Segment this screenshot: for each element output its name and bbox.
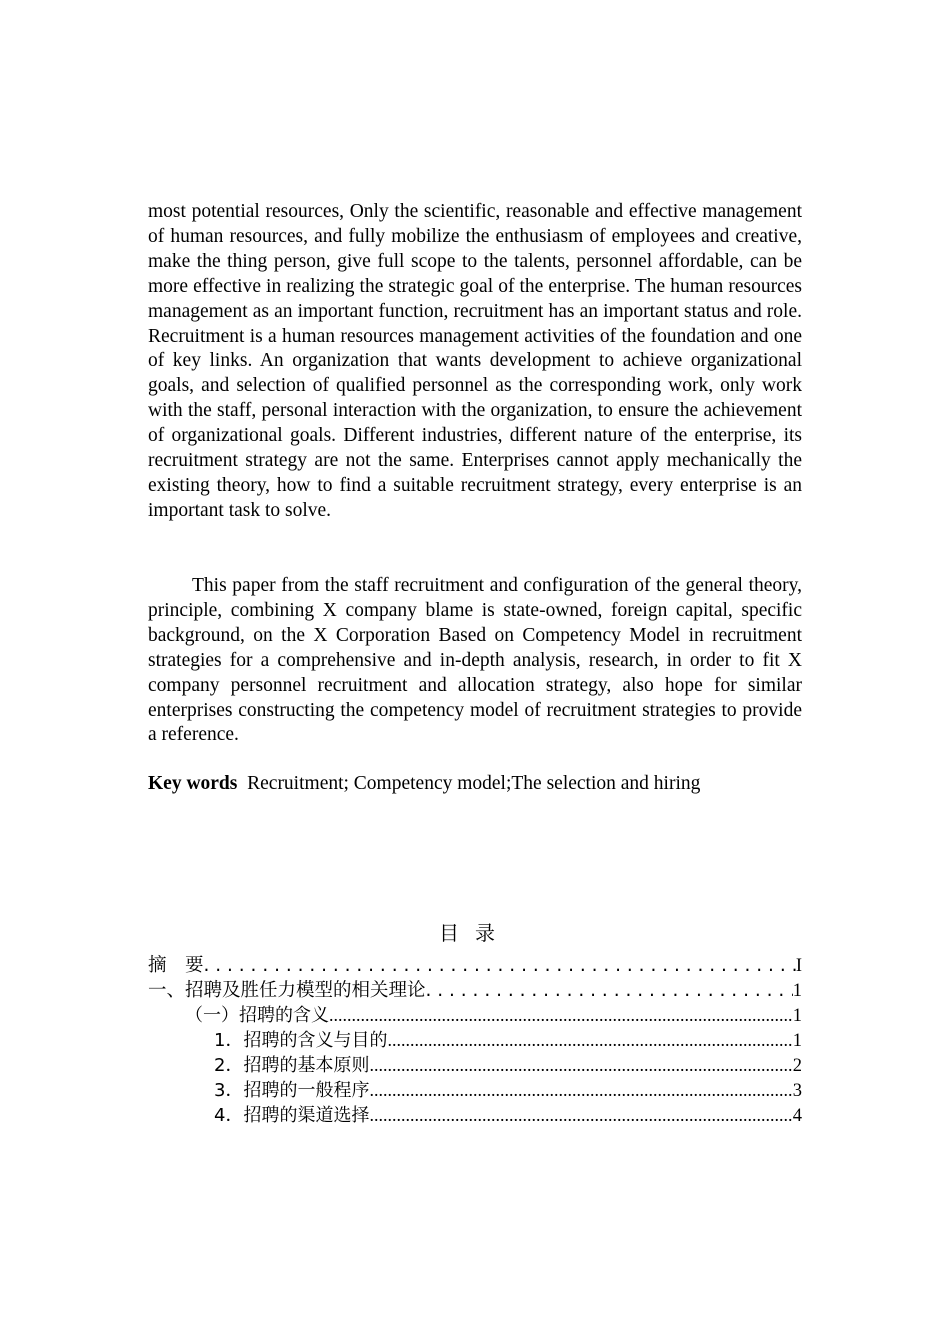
toc-leader-dots [329, 1003, 793, 1028]
toc-entry-page: 3 [792, 1081, 802, 1101]
toc-leader-dots [369, 1078, 792, 1103]
toc-entry-label: 4．招聘的渠道选择 [214, 1105, 370, 1126]
toc-entry-page: 2 [792, 1056, 802, 1076]
toc-title: 目录 [439, 921, 511, 945]
keywords-text: Recruitment; Competency model;The selection and hiring [247, 773, 701, 794]
toc-leader-dots [369, 1103, 792, 1128]
toc-leader-dots [204, 953, 796, 978]
toc-entry-subsection-3[interactable] [214, 1078, 802, 1103]
toc-entry-page: 4 [792, 1106, 802, 1126]
toc-entry-label: （一）招聘的含义 [185, 1005, 329, 1026]
toc-entry-label: 3．招聘的一般程序 [214, 1080, 370, 1101]
toc-entry-section-1[interactable] [185, 1003, 802, 1028]
keywords-line [148, 772, 848, 797]
toc-entry-label: 一、招聘及胜任力模型的相关理论 [148, 980, 426, 1001]
toc-entry-page: 1 [792, 1006, 802, 1026]
toc-entry-page: 1 [792, 1031, 802, 1051]
toc-entry-label: 1．招聘的含义与目的 [214, 1030, 388, 1051]
toc-entry-subsection-1[interactable] [214, 1028, 802, 1053]
abstract-paragraph-2: This paper from the staff recruitment and configuration of the general theory, principle, combining X company blame is state-owned, foreign capital, specific background, on the X Corporation Based on Competency Model in recruitment strategies for a comprehensive and in-depth analysis, research, in order to fit X company personnel recruitment and allocation strategy, also hope for similar enterprises constructing the competency model of recruitment strategies to provide a reference. [148, 575, 802, 746]
toc-entry-abstract[interactable] [148, 953, 802, 978]
toc-entry-page: 1 [792, 981, 802, 1001]
toc-entry-label: 摘 要 [148, 955, 204, 976]
keywords-label: Key words [148, 773, 238, 794]
toc-entry-subsection-2[interactable] [214, 1053, 802, 1078]
toc-entry-chapter-1[interactable] [148, 978, 802, 1003]
toc-leader-dots [369, 1053, 792, 1078]
toc-leader-dots [426, 978, 793, 1003]
toc-entry-label: 2．招聘的基本原则 [214, 1055, 370, 1076]
abstract-paragraph-continued: most potential resources, Only the scientific, reasonable and effective management of human resources, and fully mobilize the enthusiasm of employees and creative, make the thing person, give full scope to the talents, personnel affordable, can be more effective in realizing the strategic goal of the enterprise. The human resources management as an important function, recruitment has an important status and role. Recruitment is a human resources management activities of the foundation and one of key links. An organization that wants development to achieve organizational goals, and selection of qualified personnel as the corresponding work, only work with the staff, personal interaction with the organization, to ensure the achievement of organizational goals. Different industries, different nature of the enterprise, its recruitment strategy are not the same. Enterprises cannot apply mechanically the existing theory, how to find a suitable recruitment strategy, every enterprise is an important task to solve. [148, 201, 802, 521]
toc-leader-dots [387, 1028, 792, 1053]
toc-entry-subsection-4[interactable] [214, 1103, 802, 1128]
toc-entry-page: I [795, 956, 802, 976]
